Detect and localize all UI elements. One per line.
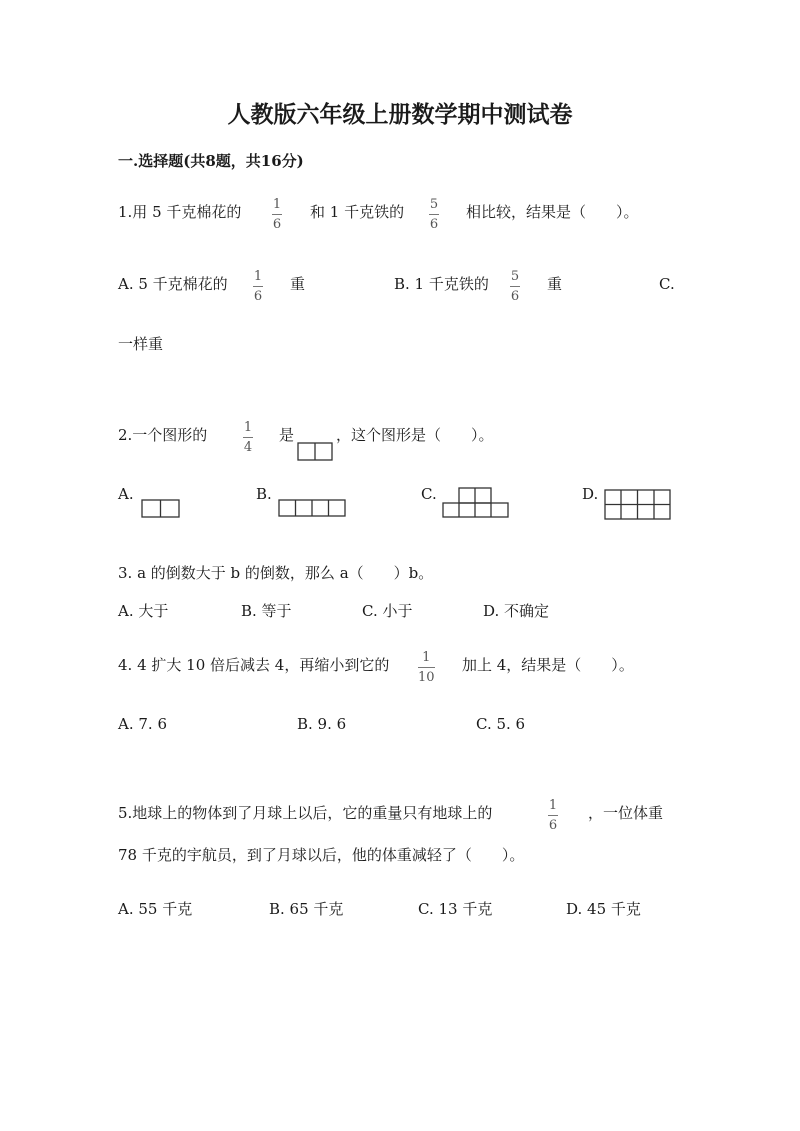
q5-option-c[interactable]: C. 13 千克 <box>418 900 493 918</box>
q5-stem-part2: ，一位体重 <box>588 804 664 822</box>
q2-option-a-figure[interactable] <box>141 499 180 518</box>
q5-option-a[interactable]: A. 55 千克 <box>118 900 193 918</box>
q5-fraction <box>548 798 558 833</box>
q3-option-d[interactable]: D. 不确定 <box>483 602 550 620</box>
q1-fraction-1-numerator: 1 <box>272 197 282 212</box>
q3-option-c[interactable]: C. 小于 <box>362 602 413 620</box>
q5-stem-part3: 78 千克的宇航员，到了月球以后，他的体重减轻了（ ）。 <box>118 846 525 864</box>
q2-stem-part2: 是 <box>279 426 295 444</box>
q4-fraction <box>418 650 435 685</box>
q2-option-b-label[interactable]: B. <box>256 485 272 503</box>
q5-option-d[interactable]: D. 45 千克 <box>566 900 641 918</box>
q4-stem-part1: 4. 4 扩大 10 倍后减去 4，再缩小到它的 <box>118 656 390 674</box>
q1-fraction-2 <box>429 197 439 232</box>
q2-fraction-numerator: 1 <box>243 420 253 435</box>
q4-fraction-denominator: 10 <box>418 670 435 685</box>
q1-fraction-1-denominator: 6 <box>272 217 282 232</box>
q2-fraction-denominator: 4 <box>243 440 253 455</box>
q1-option-a-fraction-numerator: 1 <box>253 269 263 284</box>
q4-option-a[interactable]: A. 7. 6 <box>118 715 167 733</box>
q2-given-figure <box>297 442 333 461</box>
q2-option-c-label[interactable]: C. <box>421 485 437 503</box>
q5-fraction-numerator: 1 <box>548 798 558 813</box>
q1-stem-part2: 和 1 千克铁的 <box>310 203 405 221</box>
q5-stem-part1: 5.地球上的物体到了月球上以后，它的重量只有地球上的 <box>118 804 493 822</box>
q2-option-a-label[interactable]: A. <box>118 485 134 503</box>
q1-fraction-1 <box>272 197 282 232</box>
q3-option-b[interactable]: B. 等于 <box>241 602 292 620</box>
q2-option-d-figure[interactable] <box>604 489 671 520</box>
q1-option-a-part1[interactable]: A. 5 千克棉花的 <box>118 275 228 293</box>
q2-fraction <box>243 420 253 455</box>
section-heading: 一.选择题(共8题，共16分) <box>118 152 304 170</box>
q1-option-b-part2[interactable]: 重 <box>547 275 563 293</box>
q1-option-a-fraction <box>253 269 263 304</box>
q1-stem-part1: 1.用 5 千克棉花的 <box>118 203 242 221</box>
q1-option-b-fraction-denominator: 6 <box>510 289 520 304</box>
q1-stem-part3: 相比较，结果是（ ）。 <box>466 203 639 221</box>
q2-stem-part3: ，这个图形是（ ）。 <box>336 426 494 444</box>
q3-option-a[interactable]: A. 大于 <box>118 602 169 620</box>
q1-option-b-fraction <box>510 269 520 304</box>
q5-option-b[interactable]: B. 65 千克 <box>269 900 344 918</box>
q1-fraction-2-denominator: 6 <box>429 217 439 232</box>
q1-option-b-fraction-numerator: 5 <box>510 269 520 284</box>
q2-option-c-figure[interactable] <box>442 487 509 518</box>
q5-fraction-denominator: 6 <box>548 818 558 833</box>
q4-option-c[interactable]: C. 5. 6 <box>476 715 526 733</box>
q4-option-b[interactable]: B. 9. 6 <box>297 715 347 733</box>
q2-option-b-figure[interactable] <box>278 499 346 517</box>
q1-option-c-letter[interactable]: C. <box>659 275 675 293</box>
q1-option-a-fraction-denominator: 6 <box>253 289 263 304</box>
q3-stem: 3. a 的倒数大于 b 的倒数，那么 a（ ）b。 <box>118 564 434 582</box>
q2-stem-part1: 2.一个图形的 <box>118 426 208 444</box>
q1-option-b-part1[interactable]: B. 1 千克铁的 <box>394 275 489 293</box>
q4-fraction-numerator: 1 <box>422 650 431 665</box>
q1-fraction-2-numerator: 5 <box>429 197 439 212</box>
q1-option-c-text[interactable]: 一样重 <box>118 335 164 353</box>
q4-stem-part2: 加上 4，结果是（ ）。 <box>462 656 634 674</box>
page-title: 人教版六年级上册数学期中测试卷 <box>227 101 573 128</box>
q2-option-d-label[interactable]: D. <box>582 485 599 503</box>
q1-option-a-part2[interactable]: 重 <box>290 275 306 293</box>
